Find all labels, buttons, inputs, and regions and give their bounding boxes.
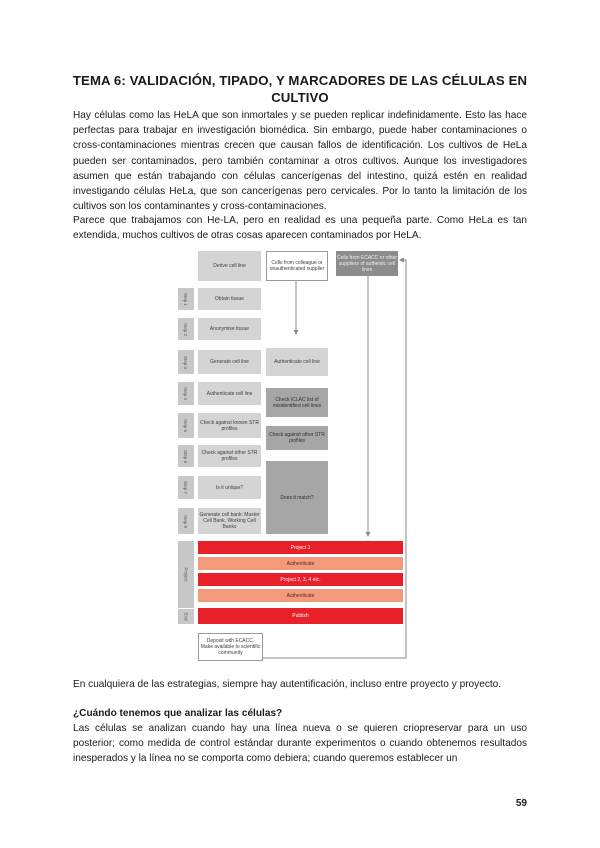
step-label: Step 5 bbox=[178, 413, 194, 438]
check-iclac-box: Check ICLAC list of misidentified cell lines bbox=[266, 388, 328, 417]
last-paragraph: Las células se analizan cuando hay una línea nueva o se quieren criopreservar para un uso posterior; como medida de control estándar durante experimentos o cuando obtenemos resultados inesperados y la línea no se comporta como debiera; cuando queremos establecer un bbox=[73, 723, 527, 765]
project-2-bar: Project 2, 3, 4 etc. bbox=[198, 573, 403, 586]
page-number: 59 bbox=[515, 798, 527, 809]
publish-bar: Publish bbox=[198, 608, 403, 624]
end-label: End bbox=[178, 609, 194, 624]
check-known-str-box: Check against known STR profiles bbox=[198, 413, 261, 438]
check-other-str-box: Check against other STR profiles bbox=[198, 445, 261, 467]
step-label: Step 8 bbox=[178, 508, 194, 534]
anonymise-tissue-box: Anonymise tissue bbox=[198, 318, 261, 340]
cell-line-workflow-figure bbox=[170, 248, 418, 666]
deposit-ecacc-box: Deposit with ECACC. Make available to scientific community bbox=[198, 633, 263, 661]
step-label: Step 7 bbox=[178, 476, 194, 499]
second-paragraph: Parece que trabajamos con He-LA, pero en realidad es una pequeña parte. Como HeLa es tan extendida, muchos cultivos de otras cosas aparecen contaminados por HeLA. bbox=[73, 215, 527, 242]
mid-check-str-box: Check against other STR profiles bbox=[266, 426, 328, 450]
ecacc-cells-box: Cells from ECACC or other suppliers of authentic cell lines bbox=[336, 251, 398, 276]
question-heading: ¿Cuándo tenemos que analizar las células? bbox=[73, 708, 283, 719]
authenticate-cell-line-box: Authenticate cell line bbox=[198, 382, 261, 405]
authenticate-bar-2: Authenticate bbox=[198, 589, 403, 602]
project-1-bar: Project 1 bbox=[198, 541, 403, 554]
does-it-match-box: Does it match? bbox=[266, 461, 328, 534]
generate-cell-bank-box: Generate cell bank: Master Cell Bank, Working Cell Banks bbox=[198, 508, 261, 534]
page-title: TEMA 6: VALIDACIÓN, TIPADO, Y MARCADORES DE LAS CÉLULAS EN CULTIVO bbox=[72, 73, 528, 105]
is-unique-box: Is it unique? bbox=[198, 476, 261, 499]
colleague-cells-box: Cells from colleague or unauthenticated supplier bbox=[266, 251, 328, 281]
after-figure-text: En cualquiera de las estrategias, siempre hay autentificación, incluso entre proyecto y proyecto. bbox=[73, 679, 502, 690]
step-label: Step 1 bbox=[178, 288, 194, 310]
step-label: Step 6 bbox=[178, 445, 194, 467]
derive-cell-line-box: Derive cell line bbox=[198, 251, 261, 281]
step-label: Step 2 bbox=[178, 318, 194, 340]
authenticate-bar: Authenticate bbox=[198, 557, 403, 570]
step-label: Step 4 bbox=[178, 382, 194, 405]
intro-paragraph: Hay células como las HeLA que son inmortales y se pueden replicar indefinidamente. Esto las hace perfectas para trabajar en investigación biomédica. Sin embargo, puede haber contaminaciones o cross-contaminaciones mientras crecen que causan fallos de identificación. Los cultivos de HeLa pueden ser contaminados, pero también contaminar a otros cultivos. Aunque los investigadores asumen que están trabajando con células cancerígenas del intestino, quizá estén en realidad investigando células HeLa, que son cancerígenas pero cervicales. Por lo tanto la limitación de los cultivos son los contaminantes y cross-contaminaciones. bbox=[73, 110, 527, 213]
step-label: Step 3 bbox=[178, 350, 194, 374]
project-label: Project bbox=[178, 541, 194, 608]
obtain-tissue-box: Obtain tissue bbox=[198, 288, 261, 310]
generate-cell-line-box: Generate cell line bbox=[198, 350, 261, 374]
mid-authenticate-box: Authenticate cell line bbox=[266, 348, 328, 376]
